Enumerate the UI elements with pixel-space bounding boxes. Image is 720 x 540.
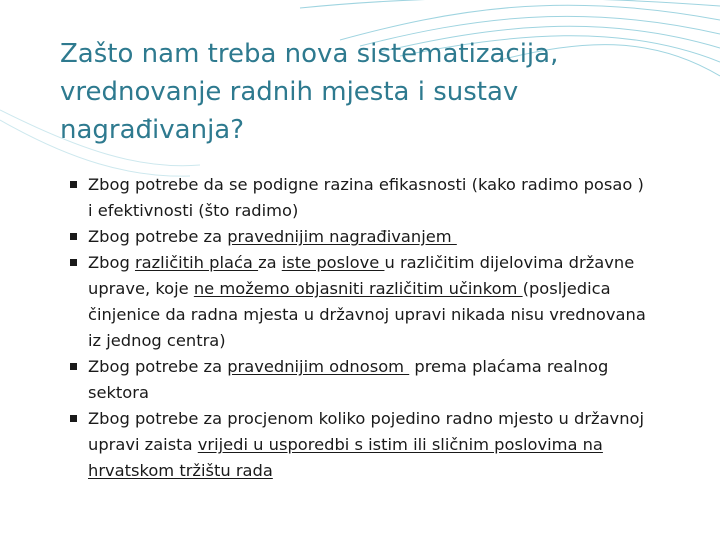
slide-title-line: vrednovanje radnih mjesta i sustav <box>60 77 519 108</box>
bullet-line <box>88 328 710 354</box>
bullet-text: Zbog potrebe za <box>88 357 228 376</box>
bullet-square-icon <box>70 363 77 370</box>
slide-title <box>60 35 660 149</box>
underlined-text: pravednijim odnosom <box>227 357 410 376</box>
bullet-text: upravi zaista <box>88 435 198 454</box>
bullet-square-icon <box>70 233 77 240</box>
bullet-text: prema plaćama realnog <box>409 357 609 376</box>
bullet-text: Zbog potrebe za <box>88 227 228 246</box>
bullet-item <box>70 354 710 406</box>
slide-title-line: Zašto nam treba nova sistematizacija, <box>60 39 559 70</box>
bullet-line <box>88 302 710 328</box>
bullet-text: Zbog potrebe da se podigne razina efikasnosti (kako radimo posao ) <box>88 175 644 194</box>
bullet-text: činjenice da radna mjesta u državnoj upravi nikada nisu vrednovana <box>88 305 646 324</box>
bullet-square-icon <box>70 415 77 422</box>
bullet-text: za <box>258 253 282 272</box>
slide-title-line: nagrađivanja? <box>60 115 245 146</box>
bullet-line <box>88 406 710 432</box>
bullet-square-icon <box>70 181 77 188</box>
bullet-line <box>88 458 710 484</box>
bullet-text: u različitim dijelovima državne <box>384 253 635 272</box>
underlined-text: iste poslove <box>281 253 385 272</box>
bullet-item <box>70 224 710 250</box>
bullet-text: i efektivnosti (što radimo) <box>88 201 299 220</box>
bullet-line <box>88 432 710 458</box>
bullet-item <box>70 172 710 224</box>
bullet-line <box>88 198 710 224</box>
bullet-text: uprave, koje <box>88 279 194 298</box>
bullet-list <box>70 172 710 484</box>
bullet-line <box>88 380 710 406</box>
bullet-line <box>88 354 710 380</box>
bullet-line <box>88 276 710 302</box>
underlined-text: hrvatskom tržištu rada <box>88 461 273 480</box>
bullet-line <box>88 224 710 250</box>
bullet-square-icon <box>70 259 77 266</box>
underlined-text: vrijedi u usporedbi s istim ili sličnim poslovima na <box>197 435 603 454</box>
bullet-line <box>88 172 710 198</box>
bullet-text: sektora <box>88 383 149 402</box>
bullet-text: (posljedica <box>522 279 611 298</box>
bullet-text: Zbog potrebe za procjenom koliko pojedino radno mjesto u državnoj <box>88 409 644 428</box>
underlined-text: ne možemo objasniti različitim učinkom <box>193 279 523 298</box>
bullet-text: iz jednog centra) <box>88 331 226 350</box>
bullet-text: Zbog <box>88 253 135 272</box>
bullet-item <box>70 406 710 484</box>
bullet-item <box>70 250 710 354</box>
underlined-text: različitih plaća <box>134 253 259 272</box>
bullet-line <box>88 250 710 276</box>
underlined-text: pravednijim nagrađivanjem <box>227 227 457 246</box>
